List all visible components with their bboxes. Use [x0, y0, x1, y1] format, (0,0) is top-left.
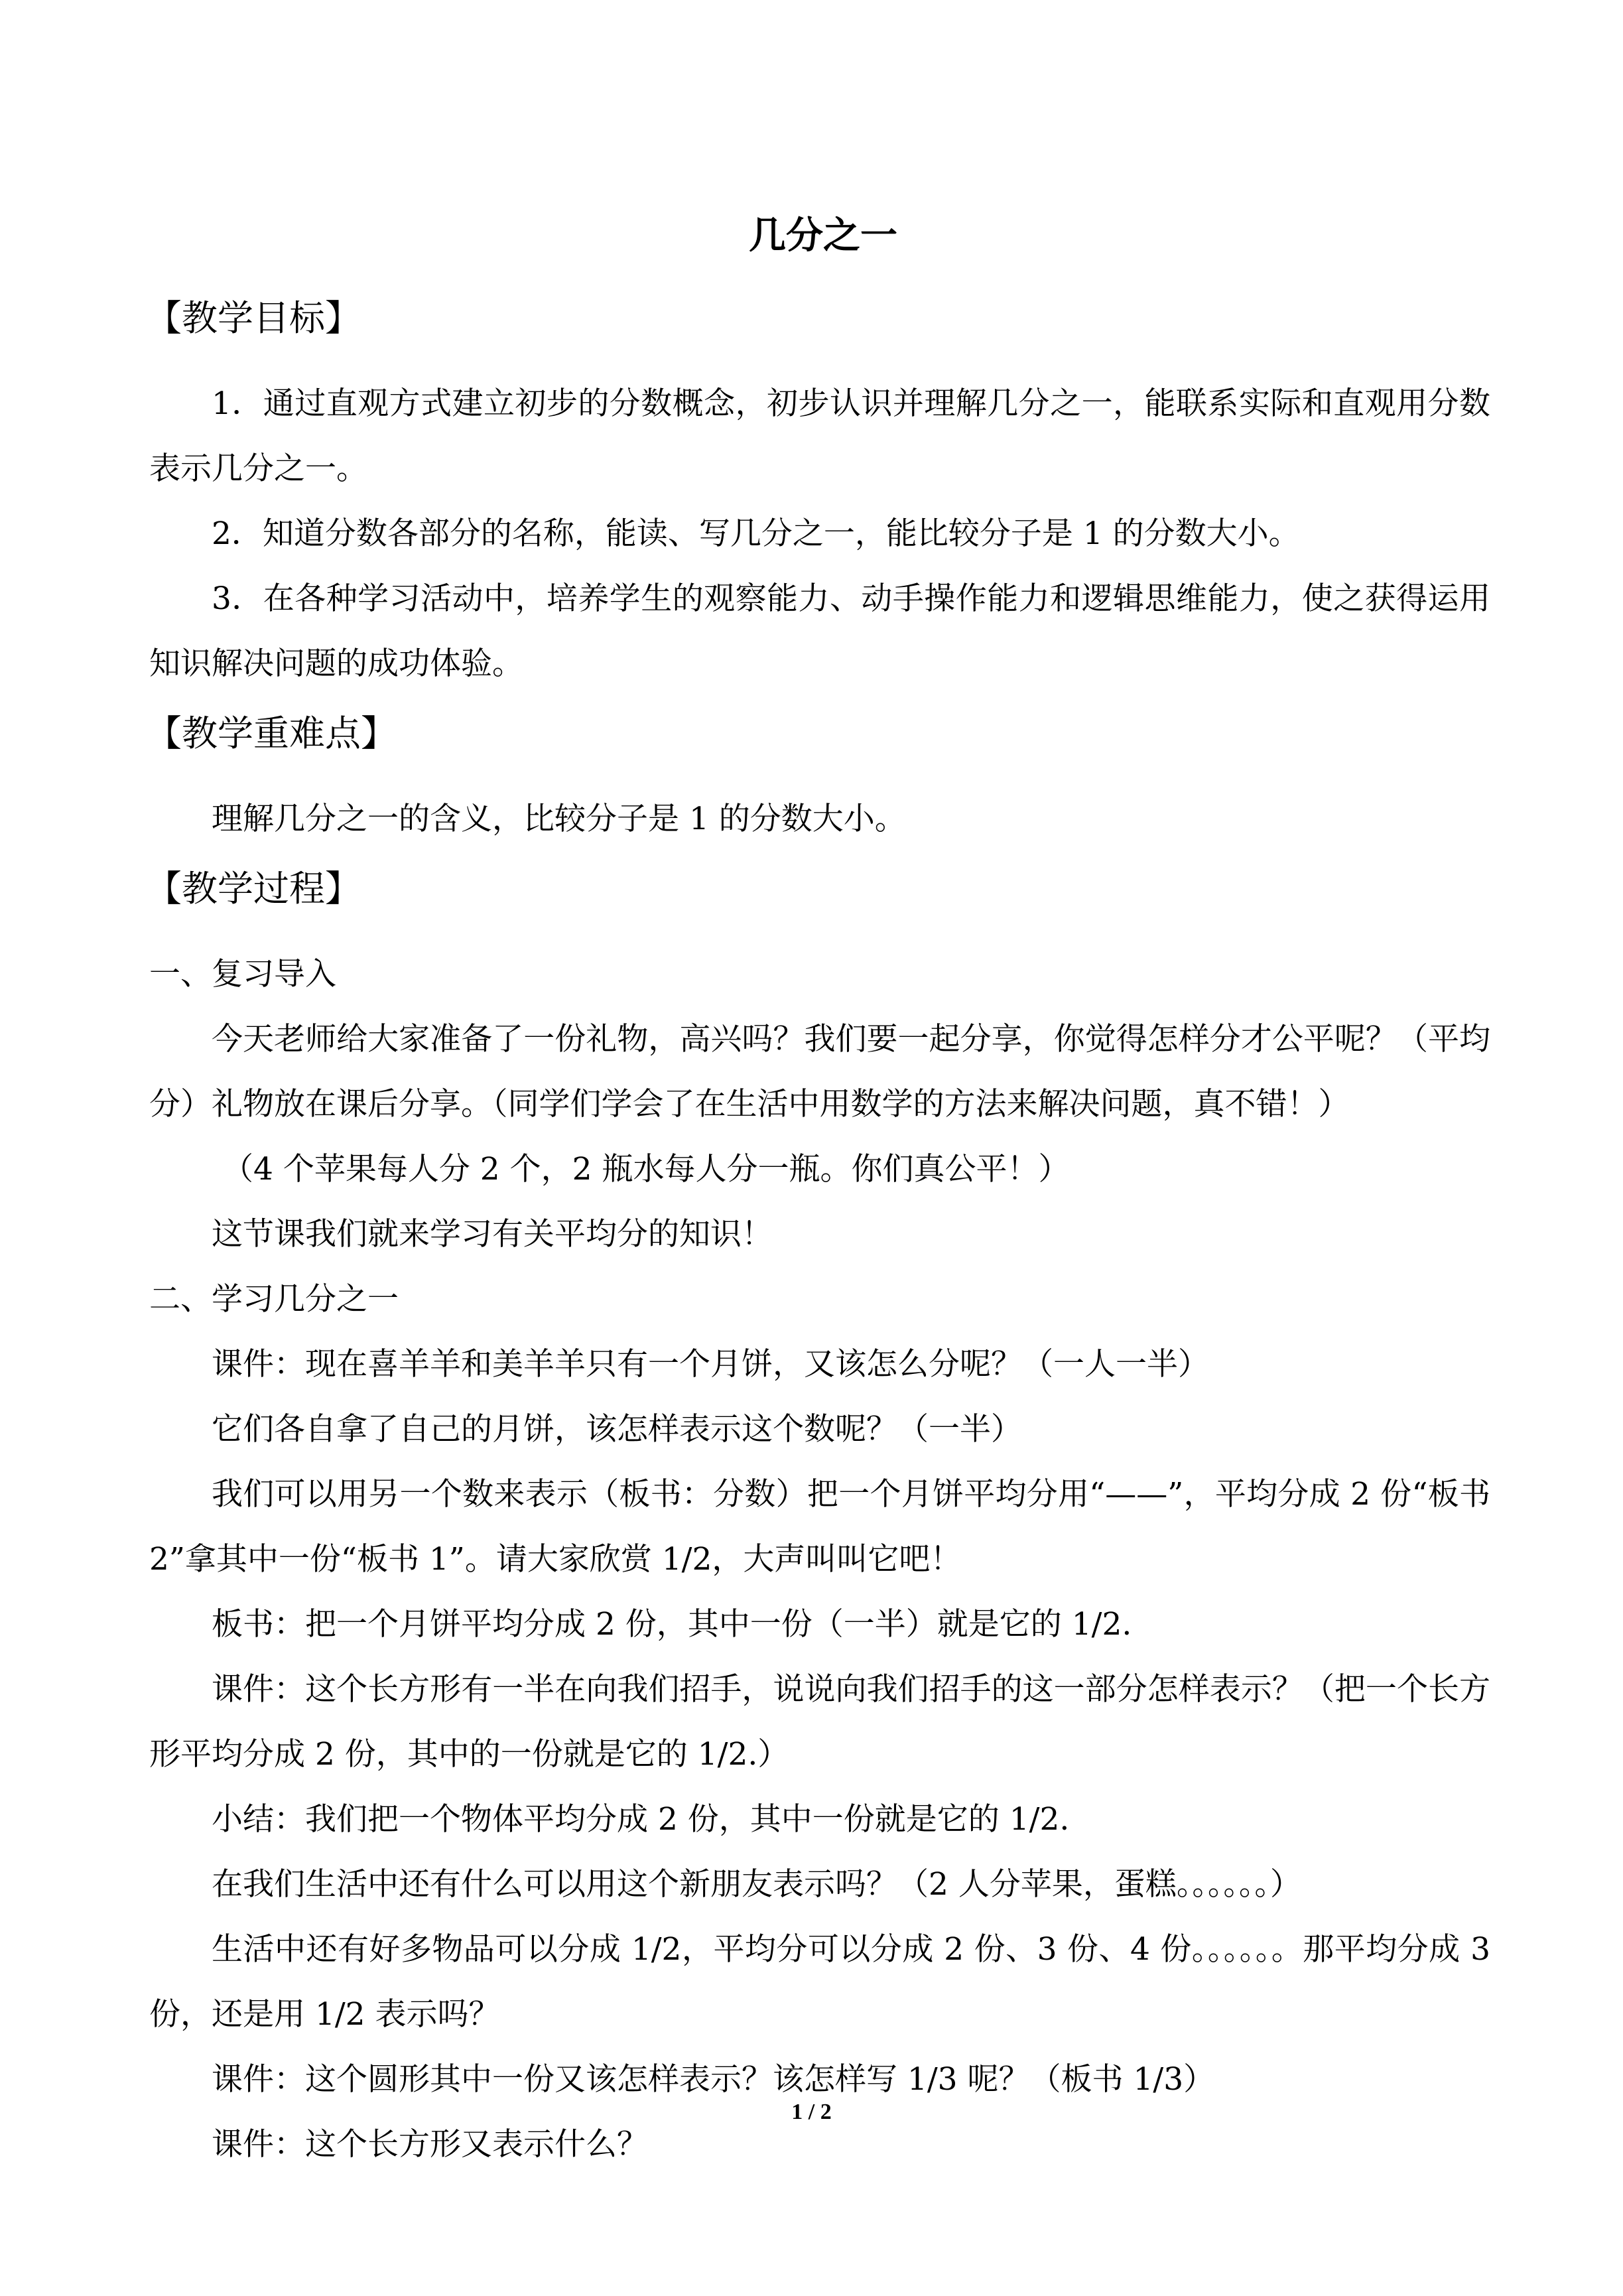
part1-paragraph: （4 个苹果每人分 2 个，2 瓶水每人分一瓶。你们真公平！） — [222, 1151, 1070, 1187]
key-points-text: 理解几分之一的含义，比较分子是 1 的分数大小。 — [212, 801, 906, 837]
part2-paragraph: 它们各自拿了自己的月饼，该怎样表示这个数呢？（一半） — [212, 1411, 1022, 1448]
part2-paragraph: 课件：现在喜羊羊和美羊羊只有一个月饼，又该怎么分呢？（一人一半） — [212, 1346, 1209, 1383]
process-heading: 【教学过程】 — [146, 868, 361, 910]
objective-item-2: 2．知道分数各部分的名称，能读、写几分之一，能比较分子是 1 的分数大小。 — [212, 515, 1300, 552]
part2-paragraph: 小结：我们把一个物体平均分成 2 份，其中一份就是它的 1/2. — [212, 1801, 1070, 1838]
part2-title: 二、学习几分之一 — [149, 1281, 399, 1317]
part1-title: 一、复习导入 — [149, 956, 336, 992]
objective-item-3: 3．在各种学习活动中，培养学生的观察能力、动手操作能力和逻辑思维能力，使之获得运用知识解决问题的成功体验。 — [149, 580, 1490, 682]
part2-paragraph: 生活中还有好多物品可以分成 1/2，平均分可以分成 2 份、3 份、4 份。。。。。。那平均分成 3 份，还是用 1/2 表示吗？ — [149, 1931, 1490, 2033]
page-number: 1 / 2 — [791, 2100, 832, 2124]
objective-item-1: 1．通过直观方式建立初步的分数概念，初步认识并理解几分之一，能联系实际和直观用分数表示几分之一。 — [149, 385, 1490, 487]
part2-paragraph: 课件：这个长方形有一半在向我们招手，说说向我们招手的这一部分怎样表示？（把一个长方形平均分成 2 份，其中的一份就是它的 1/2.） — [149, 1671, 1490, 1773]
part2-paragraph: 课件：这个长方形又表示什么？ — [212, 2126, 648, 2163]
objectives-heading: 【教学目标】 — [146, 297, 361, 339]
part2-paragraph: 我们可以用另一个数来表示（板书：分数）把一个月饼平均分用“——”，平均分成 2 份“板书 2”拿其中一份“板书 1”。请大家欣赏 1/2，大声叫叫它吧！ — [149, 1476, 1490, 1578]
part2-paragraph: 课件：这个圆形其中一份又该怎样表示？该怎样写 1/3 呢？（板书 1/3） — [212, 2061, 1215, 2098]
key-points-heading: 【教学重难点】 — [146, 712, 397, 754]
document-title: 几分之一 — [749, 214, 897, 257]
part2-paragraph: 在我们生活中还有什么可以用这个新朋友表示吗？（2 人分苹果，蛋糕。。。。。。） — [212, 1866, 1301, 1903]
part1-paragraph: 这节课我们就来学习有关平均分的知识！ — [212, 1216, 773, 1252]
part2-paragraph: 板书：把一个月饼平均分成 2 份，其中一份（一半）就是它的 1/2. — [212, 1606, 1132, 1643]
part1-paragraph: 今天老师给大家准备了一份礼物，高兴吗？我们要一起分享，你觉得怎样分才公平呢？（平均分）礼物放在课后分享。（同学们学会了在生活中用数学的方法来解决问题，真不错！） — [149, 1021, 1490, 1122]
